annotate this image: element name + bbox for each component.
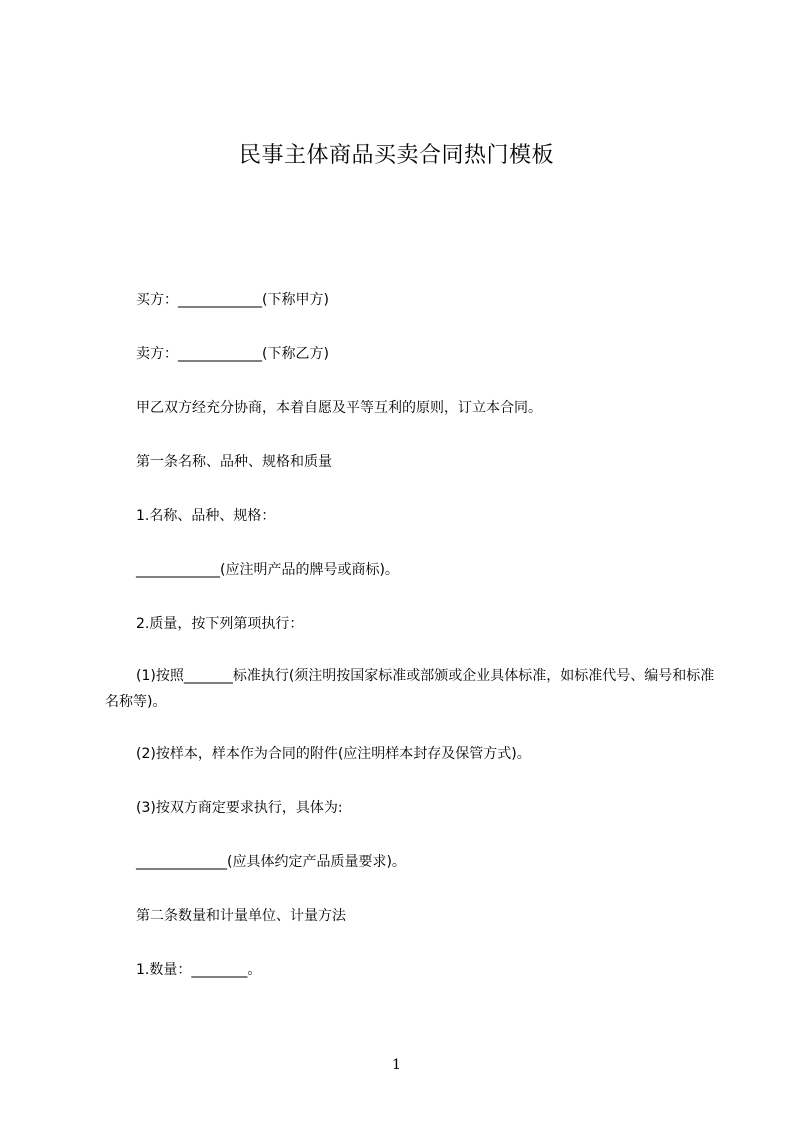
item-2-3-line: (3)按双方商定要求执行，具体为: [136, 800, 343, 816]
item-2-2-line: (2)按样本，样本作为合同的附件(应注明样本封存及保管方式)。 [136, 746, 531, 762]
article-1-heading: 第一条名称、品种、规格和质量 [136, 454, 332, 470]
item-1-line: 1.名称、品种、规格： [136, 508, 276, 524]
article-2-heading: 第二条数量和计量单位、计量方法 [136, 908, 346, 924]
item-1-blank-line: ____________(应注明产品的牌号或商标)。 [136, 562, 399, 578]
document-title: 民事主体商品买卖合同热门模板 [238, 143, 554, 168]
article-2-item-1-line: 1.数量：________。 [136, 962, 262, 978]
item-2-line: 2.质量，按下列第项执行： [136, 616, 304, 632]
seller-line: 卖方：____________(下称乙方) [136, 346, 329, 362]
buyer-line: 买方：____________(下称甲方) [136, 292, 329, 308]
page-number: 1 [392, 1057, 401, 1073]
item-2-3-blank-line: _____________(应具体约定产品质量要求)。 [136, 854, 406, 870]
intro-paragraph: 甲乙双方经充分协商，本着自愿及平等互利的原则，订立本合同。 [136, 400, 542, 416]
item-2-1-paragraph: (1)按照_______标准执行(须注明按国家标准或部颁或企业具体标准，如标准代号、编号和标准名称等)。 [105, 668, 715, 710]
